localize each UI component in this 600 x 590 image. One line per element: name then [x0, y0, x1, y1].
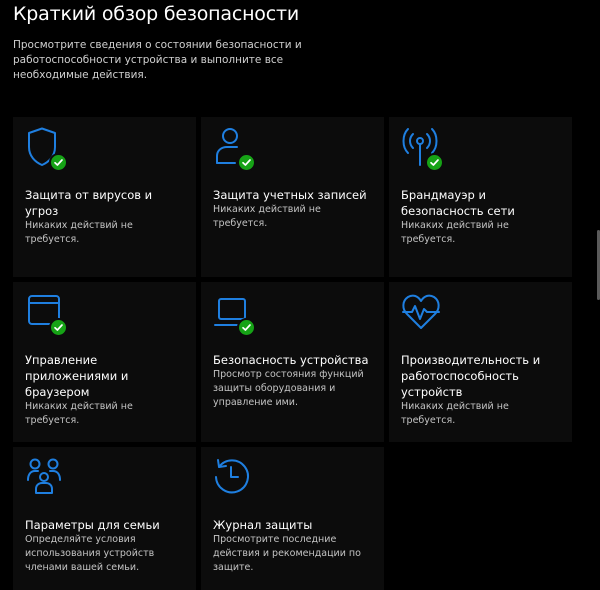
tile-device-performance-health[interactable]: [389, 282, 572, 442]
tile-title: Брандмауэр и безопасность сети: [401, 188, 515, 218]
page-title: Краткий обзор безопасности: [13, 3, 299, 25]
tile-protection-history[interactable]: [201, 447, 384, 590]
ok-check-icon: [49, 318, 68, 337]
tile-status: Определяйте условия использования устройств членами вашей семьи.: [25, 534, 155, 573]
shield-icon: [25, 127, 71, 173]
tile-app-browser-control[interactable]: [13, 282, 196, 442]
tile-status: Никаких действий не требуется.: [25, 220, 133, 245]
tile-title: Защита от вирусов и угроз: [25, 188, 153, 218]
account-icon: [213, 127, 259, 173]
laptop-icon: [213, 292, 259, 338]
tile-title: Защита учетных записей: [213, 188, 367, 202]
ok-check-icon: [425, 153, 444, 172]
heart-pulse-icon: [401, 292, 447, 338]
tile-title: Журнал защиты: [213, 518, 313, 532]
app-browser-window-icon: [25, 292, 71, 338]
tile-status: Никаких действий не требуется.: [213, 204, 321, 229]
tile-virus-threat-protection[interactable]: [13, 117, 196, 277]
wireless-antenna-icon: [401, 127, 447, 173]
tiles-grid: [13, 117, 573, 590]
ok-check-icon: [237, 318, 256, 337]
ok-check-icon: [237, 153, 256, 172]
tile-title: Параметры для семьи: [25, 518, 160, 532]
page-description: Просмотрите сведения о состоянии безопасности и работоспособности устройства и выполните все необходимые действия.: [13, 39, 302, 81]
tile-status: Просмотр состояния функций защиты оборудования и управление ими.: [213, 369, 364, 408]
tile-status: Никаких действий не требуется.: [401, 401, 509, 426]
tile-title: Производительность и работоспособность устройств: [401, 353, 541, 399]
tile-title: Управление приложениями и браузером: [25, 353, 129, 399]
history-clock-icon: [213, 457, 259, 503]
tile-status: Просмотрите последние действия и рекомендации по защите.: [213, 534, 361, 573]
ok-check-icon: [49, 153, 68, 172]
tile-device-security[interactable]: [201, 282, 384, 442]
tile-firewall-network[interactable]: [389, 117, 572, 277]
vertical-scrollbar[interactable]: [596, 0, 600, 590]
family-icon: [25, 457, 71, 503]
tile-status: Никаких действий не требуется.: [401, 220, 509, 245]
tile-title: Безопасность устройства: [213, 353, 369, 367]
tile-family-options[interactable]: [13, 447, 196, 590]
tile-account-protection[interactable]: [201, 117, 384, 277]
tile-status: Никаких действий не требуется.: [25, 401, 133, 426]
